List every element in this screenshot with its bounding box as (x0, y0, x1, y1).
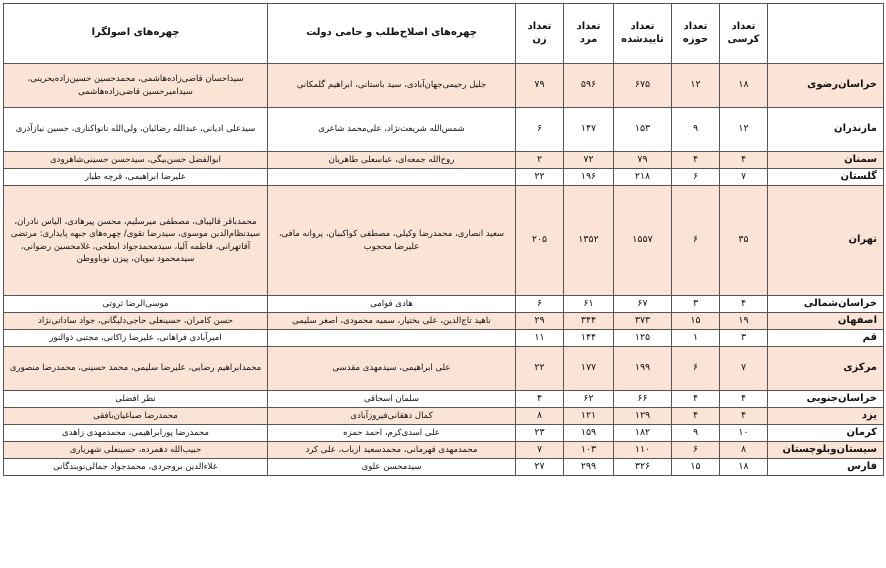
districts-cell: ۱۲ (672, 64, 720, 108)
principlists-cell: محمدرضا پورابراهیمی، محمدمهدی زاهدی (4, 425, 268, 442)
reformists-cell: علی ابراهیمی، سیدمهدی مقدسی (268, 347, 516, 391)
table-row (4, 408, 884, 425)
table-row (4, 296, 884, 313)
approved-cell: ۶۷۵ (614, 64, 672, 108)
table-row (4, 425, 884, 442)
principlists-cell: ابوالفضل حسن‌بیگی، سیدحسن حسینی‌شاهرودی (4, 152, 268, 169)
reformists-cell: محمدمهدی قهرمانی، محمدسعید ارباب، علی کرد (268, 442, 516, 459)
approved-cell: ۳۲۶ (614, 459, 672, 476)
seats-cell: ۴ (720, 296, 768, 313)
principlists-cell: موسی‌الرضا ثروتی (4, 296, 268, 313)
districts-cell: ۴ (672, 408, 720, 425)
women-cell: ۴ (516, 391, 564, 408)
header-men: تعداد مرد (564, 4, 614, 64)
seats-cell: ۴ (720, 152, 768, 169)
table-container (3, 3, 883, 476)
men-cell: ۱۵۹ (564, 425, 614, 442)
reformists-cell: هادی قوامی (268, 296, 516, 313)
approved-cell: ۳۷۳ (614, 313, 672, 330)
header-approved: تعداد تاییدشده (614, 4, 672, 64)
reformists-cell: ناهید تاج‌الدین، علی بختیار، سمیه محمودی، اصغر سلیمی (268, 313, 516, 330)
header-women: تعداد زن (516, 4, 564, 64)
seats-cell: ۴ (720, 408, 768, 425)
province-cell: سمنان (768, 152, 884, 169)
province-cell: خراسان‌جنوبی (768, 391, 884, 408)
women-cell: ۲۲ (516, 347, 564, 391)
province-cell: اصفهان (768, 313, 884, 330)
women-cell: ۲۰۵ (516, 186, 564, 296)
province-cell: خراسان‌رضوی (768, 64, 884, 108)
table-row (4, 442, 884, 459)
districts-cell: ۴ (672, 152, 720, 169)
principlists-cell: امیرآبادی فراهانی، علیرضا زاکانی، مجتبی ذوالنور (4, 330, 268, 347)
table-body (4, 64, 884, 476)
principlists-cell: محمدباقر قالیباف، مصطفی میرسلیم، محسن پیرهادی، الیاس نادران، سیدنظام‌الدین موسوی، سیدرضا تقوی/ چهره‌های جبهه پایداری: مرتضی آقاتهرانی، فاطمه آلیا، سیدمحمدجواد ابطحی، غلامحسین رضوانی، سیدمحمود نبویان، پیزن نوباووطن (4, 186, 268, 296)
women-cell: ۱۱ (516, 330, 564, 347)
principlists-cell: محمدابراهیم رضایی، علیرضا سلیمی، محمد حسینی، محمدرضا منصوری (4, 347, 268, 391)
approved-cell: ۱۵۵۷ (614, 186, 672, 296)
approved-cell: ۱۲۵ (614, 330, 672, 347)
reformists-cell: شمس‌الله شریعت‌نژاد، علی‌محمد شاعری (268, 108, 516, 152)
approved-cell: ۶۶ (614, 391, 672, 408)
men-cell: ۱۳۵۲ (564, 186, 614, 296)
principlists-cell: نظر افضلی (4, 391, 268, 408)
header-row (4, 4, 884, 64)
men-cell: ۷۲ (564, 152, 614, 169)
approved-cell: ۶۷ (614, 296, 672, 313)
men-cell: ۱۰۳ (564, 442, 614, 459)
principlists-cell: حسن کامران، حسینعلی حاجی‌دلیگانی، جواد ساداتی‌نژاد (4, 313, 268, 330)
districts-cell: ۱۵ (672, 313, 720, 330)
seats-cell: ۱۰ (720, 425, 768, 442)
reformists-cell (268, 169, 516, 186)
principlists-cell: علیرضا ابراهیمی، قرچه طیار (4, 169, 268, 186)
table-row (4, 313, 884, 330)
districts-cell: ۹ (672, 425, 720, 442)
table-row (4, 152, 884, 169)
header-seats: تعداد کرسی (720, 4, 768, 64)
women-cell: ۷۹ (516, 64, 564, 108)
reformists-cell: علی اسدی‌کرم، احمد حمزه (268, 425, 516, 442)
header-districts: تعداد حوزه (672, 4, 720, 64)
table-row (4, 347, 884, 391)
districts-cell: ۳ (672, 296, 720, 313)
principlists-cell: محمدرضا صباغیان‌بافقی (4, 408, 268, 425)
approved-cell: ۷۹ (614, 152, 672, 169)
men-cell: ۱۴۴ (564, 330, 614, 347)
districts-cell: ۱ (672, 330, 720, 347)
province-cell: سیستان‌وبلوچستان (768, 442, 884, 459)
men-cell: ۲۹۹ (564, 459, 614, 476)
seats-cell: ۸ (720, 442, 768, 459)
seats-cell: ۱۹ (720, 313, 768, 330)
women-cell: ۶ (516, 108, 564, 152)
seats-cell: ۳۵ (720, 186, 768, 296)
principlists-cell: حبیب‌الله دهمرده، حسینعلی شهریاری (4, 442, 268, 459)
districts-cell: ۶ (672, 347, 720, 391)
women-cell: ۲ (516, 152, 564, 169)
approved-cell: ۱۸۲ (614, 425, 672, 442)
province-cell: کرمان (768, 425, 884, 442)
principlists-cell: سیداحسان قاضی‌زاده‌هاشمی، محمدحسین حسین‌زاده‌بحرینی، سیدامیرحسین قاضی‌زاده‌هاشمی (4, 64, 268, 108)
seats-cell: ۱۸ (720, 459, 768, 476)
header-principlists: چهره‌های اصولگرا (4, 4, 268, 64)
reformists-cell: روح‌الله جمعه‌ای، عباسعلی طاهریان (268, 152, 516, 169)
table-row (4, 169, 884, 186)
reformists-cell: سعید انصاری، محمدرضا وکیلی، مصطفی کواکبیان، پروانه مافی، علیرضا محجوب (268, 186, 516, 296)
women-cell: ۶ (516, 296, 564, 313)
seats-cell: ۳ (720, 330, 768, 347)
men-cell: ۳۴۴ (564, 313, 614, 330)
men-cell: ۵۹۶ (564, 64, 614, 108)
women-cell: ۲۳ (516, 425, 564, 442)
districts-cell: ۴ (672, 391, 720, 408)
seats-cell: ۷ (720, 169, 768, 186)
men-cell: ۱۴۷ (564, 108, 614, 152)
seats-cell: ۴ (720, 391, 768, 408)
women-cell: ۸ (516, 408, 564, 425)
men-cell: ۱۲۱ (564, 408, 614, 425)
table-row (4, 64, 884, 108)
women-cell: ۲۷ (516, 459, 564, 476)
reformists-cell (268, 330, 516, 347)
women-cell: ۲۲ (516, 169, 564, 186)
candidates-table (3, 3, 884, 476)
approved-cell: ۱۲۹ (614, 408, 672, 425)
approved-cell: ۱۵۳ (614, 108, 672, 152)
table-row (4, 391, 884, 408)
reformists-cell: سلمان اسحاقی (268, 391, 516, 408)
reformists-cell: سیدمحسن علوی (268, 459, 516, 476)
districts-cell: ۶ (672, 169, 720, 186)
principlists-cell: سیدعلی ادیانی، عبدالله رضائیان، ولی‌الله نانواکناری، حسین نیازآذری (4, 108, 268, 152)
seats-cell: ۱۲ (720, 108, 768, 152)
reformists-cell: کمال دهقانی‌فیروزآبادی (268, 408, 516, 425)
province-cell: تهران (768, 186, 884, 296)
districts-cell: ۹ (672, 108, 720, 152)
districts-cell: ۶ (672, 442, 720, 459)
men-cell: ۶۲ (564, 391, 614, 408)
table-row (4, 186, 884, 296)
reformists-cell: جلیل رحیمی‌جهان‌آبادی، سید باستانی، ابراهیم گلمکانی (268, 64, 516, 108)
men-cell: ۱۹۶ (564, 169, 614, 186)
table-row (4, 330, 884, 347)
women-cell: ۲۹ (516, 313, 564, 330)
seats-cell: ۱۸ (720, 64, 768, 108)
province-cell: گلستان (768, 169, 884, 186)
province-cell: قم (768, 330, 884, 347)
province-cell: فارس (768, 459, 884, 476)
women-cell: ۷ (516, 442, 564, 459)
seats-cell: ۷ (720, 347, 768, 391)
table-row (4, 459, 884, 476)
province-cell: مرکزی (768, 347, 884, 391)
principlists-cell: علاءالدین بروجردی، محمدجواد جمالی‌نوبندگانی (4, 459, 268, 476)
districts-cell: ۶ (672, 186, 720, 296)
header-province (768, 4, 884, 64)
districts-cell: ۱۵ (672, 459, 720, 476)
province-cell: مازندران (768, 108, 884, 152)
province-cell: خراسان‌شمالی (768, 296, 884, 313)
approved-cell: ۱۱۰ (614, 442, 672, 459)
men-cell: ۱۷۷ (564, 347, 614, 391)
approved-cell: ۲۱۸ (614, 169, 672, 186)
header-reformists: چهره‌های اصلاح‌طلب و حامی دولت (268, 4, 516, 64)
table-row (4, 108, 884, 152)
approved-cell: ۱۹۹ (614, 347, 672, 391)
province-cell: یزد (768, 408, 884, 425)
men-cell: ۶۱ (564, 296, 614, 313)
